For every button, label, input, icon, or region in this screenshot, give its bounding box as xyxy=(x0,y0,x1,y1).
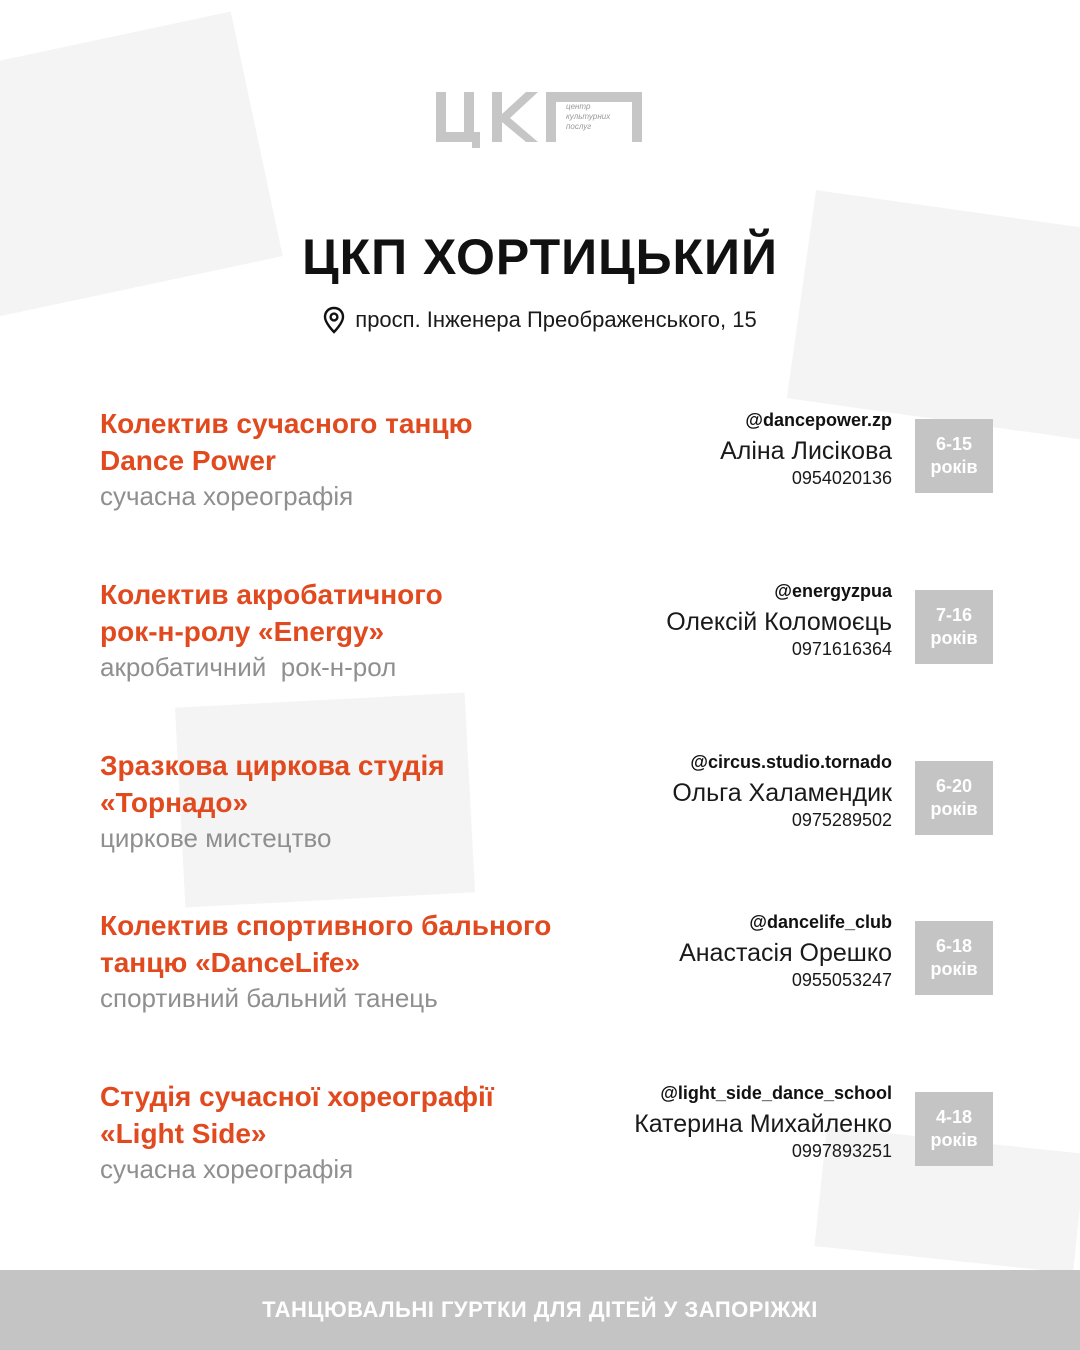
instagram-handle: @dancelife_club xyxy=(749,912,892,932)
phone-number: 0997893251 xyxy=(791,1141,892,1161)
logo-caption-line: послуг xyxy=(566,122,592,131)
club-type: циркове мистецтво xyxy=(100,823,332,853)
age-range: 6-18 xyxy=(935,936,973,956)
contact-block xyxy=(472,751,892,831)
age-unit: років xyxy=(930,959,978,979)
leader-name: Анастасія Орешко xyxy=(679,939,892,967)
phone-number: 0955053247 xyxy=(791,970,892,990)
club-item xyxy=(100,1078,1000,1198)
phone-number: 0975289502 xyxy=(791,810,892,830)
logo-caption xyxy=(566,102,610,132)
logo-caption-line: культурних xyxy=(566,112,611,121)
age-range: 6-15 xyxy=(935,434,973,454)
club-name-line: Dance Power xyxy=(100,445,276,476)
leader-name: Ольга Халамендик xyxy=(672,779,892,807)
leader-name: Олексій Коломоєць xyxy=(666,608,892,636)
location-pin-icon xyxy=(323,306,345,334)
club-item xyxy=(100,907,1000,1027)
logo-caption-line: центр xyxy=(566,102,591,111)
leader-name: Катерина Михайленко xyxy=(634,1110,892,1138)
club-name-line: «Торнадо» xyxy=(100,787,249,818)
page-title: ЦКП ХОРТИЦЬКИЙ xyxy=(302,229,778,285)
club-name-line: «Light Side» xyxy=(100,1118,267,1149)
phone-number: 0971616364 xyxy=(791,639,892,659)
club-name-line: Колектив акробатичного xyxy=(100,579,443,610)
age-badge xyxy=(915,761,993,835)
club-name-line: Студія сучасної хореографії xyxy=(100,1081,494,1112)
age-unit: років xyxy=(930,628,978,648)
age-range: 6-20 xyxy=(935,776,973,796)
logo-mark xyxy=(434,88,644,150)
age-range: 4-18 xyxy=(935,1107,973,1127)
contact-block xyxy=(472,1082,892,1162)
club-name-line: Колектив сучасного танцю xyxy=(100,408,473,439)
address-row xyxy=(0,306,1080,334)
club-type: спортивний бальний танець xyxy=(100,983,438,1013)
contact-block xyxy=(472,580,892,660)
instagram-handle: @dancepower.zp xyxy=(745,410,892,430)
instagram-handle: @circus.studio.tornado xyxy=(690,752,892,772)
club-name-line: Зразкова циркова студія xyxy=(100,750,445,781)
age-unit: років xyxy=(930,457,978,477)
contact-block xyxy=(472,409,892,489)
leader-name: Аліна Лисікова xyxy=(720,437,892,465)
club-item xyxy=(100,747,1000,867)
contact-block xyxy=(472,911,892,991)
club-name-line: рок-н-ролу «Energy» xyxy=(100,616,385,647)
logo xyxy=(434,88,644,150)
club-item xyxy=(100,576,1000,696)
age-unit: років xyxy=(930,799,978,819)
club-name-line: танцю «DanceLife» xyxy=(100,947,361,978)
club-name-line: Колектив спортивного бального xyxy=(100,910,552,941)
footer-banner: ТАНЦЮВАЛЬНІ ГУРТКИ ДЛЯ ДІТЕЙ У ЗАПОРІЖЖІ xyxy=(0,1270,1080,1350)
club-type: сучасна хореографія xyxy=(100,481,354,511)
age-badge xyxy=(915,590,993,664)
club-item xyxy=(100,405,1000,525)
address-text: просп. Інженера Преображенського, 15 xyxy=(355,307,757,332)
phone-number: 0954020136 xyxy=(791,468,892,488)
age-badge xyxy=(915,921,993,995)
age-range: 7-16 xyxy=(935,605,973,625)
instagram-handle: @energyzpua xyxy=(774,581,892,601)
age-badge xyxy=(915,1092,993,1166)
club-type: акробатичний рок-н-рол xyxy=(100,652,397,682)
club-type: сучасна хореографія xyxy=(100,1154,354,1184)
instagram-handle: @light_side_dance_school xyxy=(660,1083,892,1103)
age-unit: років xyxy=(930,1130,978,1150)
age-badge xyxy=(915,419,993,493)
